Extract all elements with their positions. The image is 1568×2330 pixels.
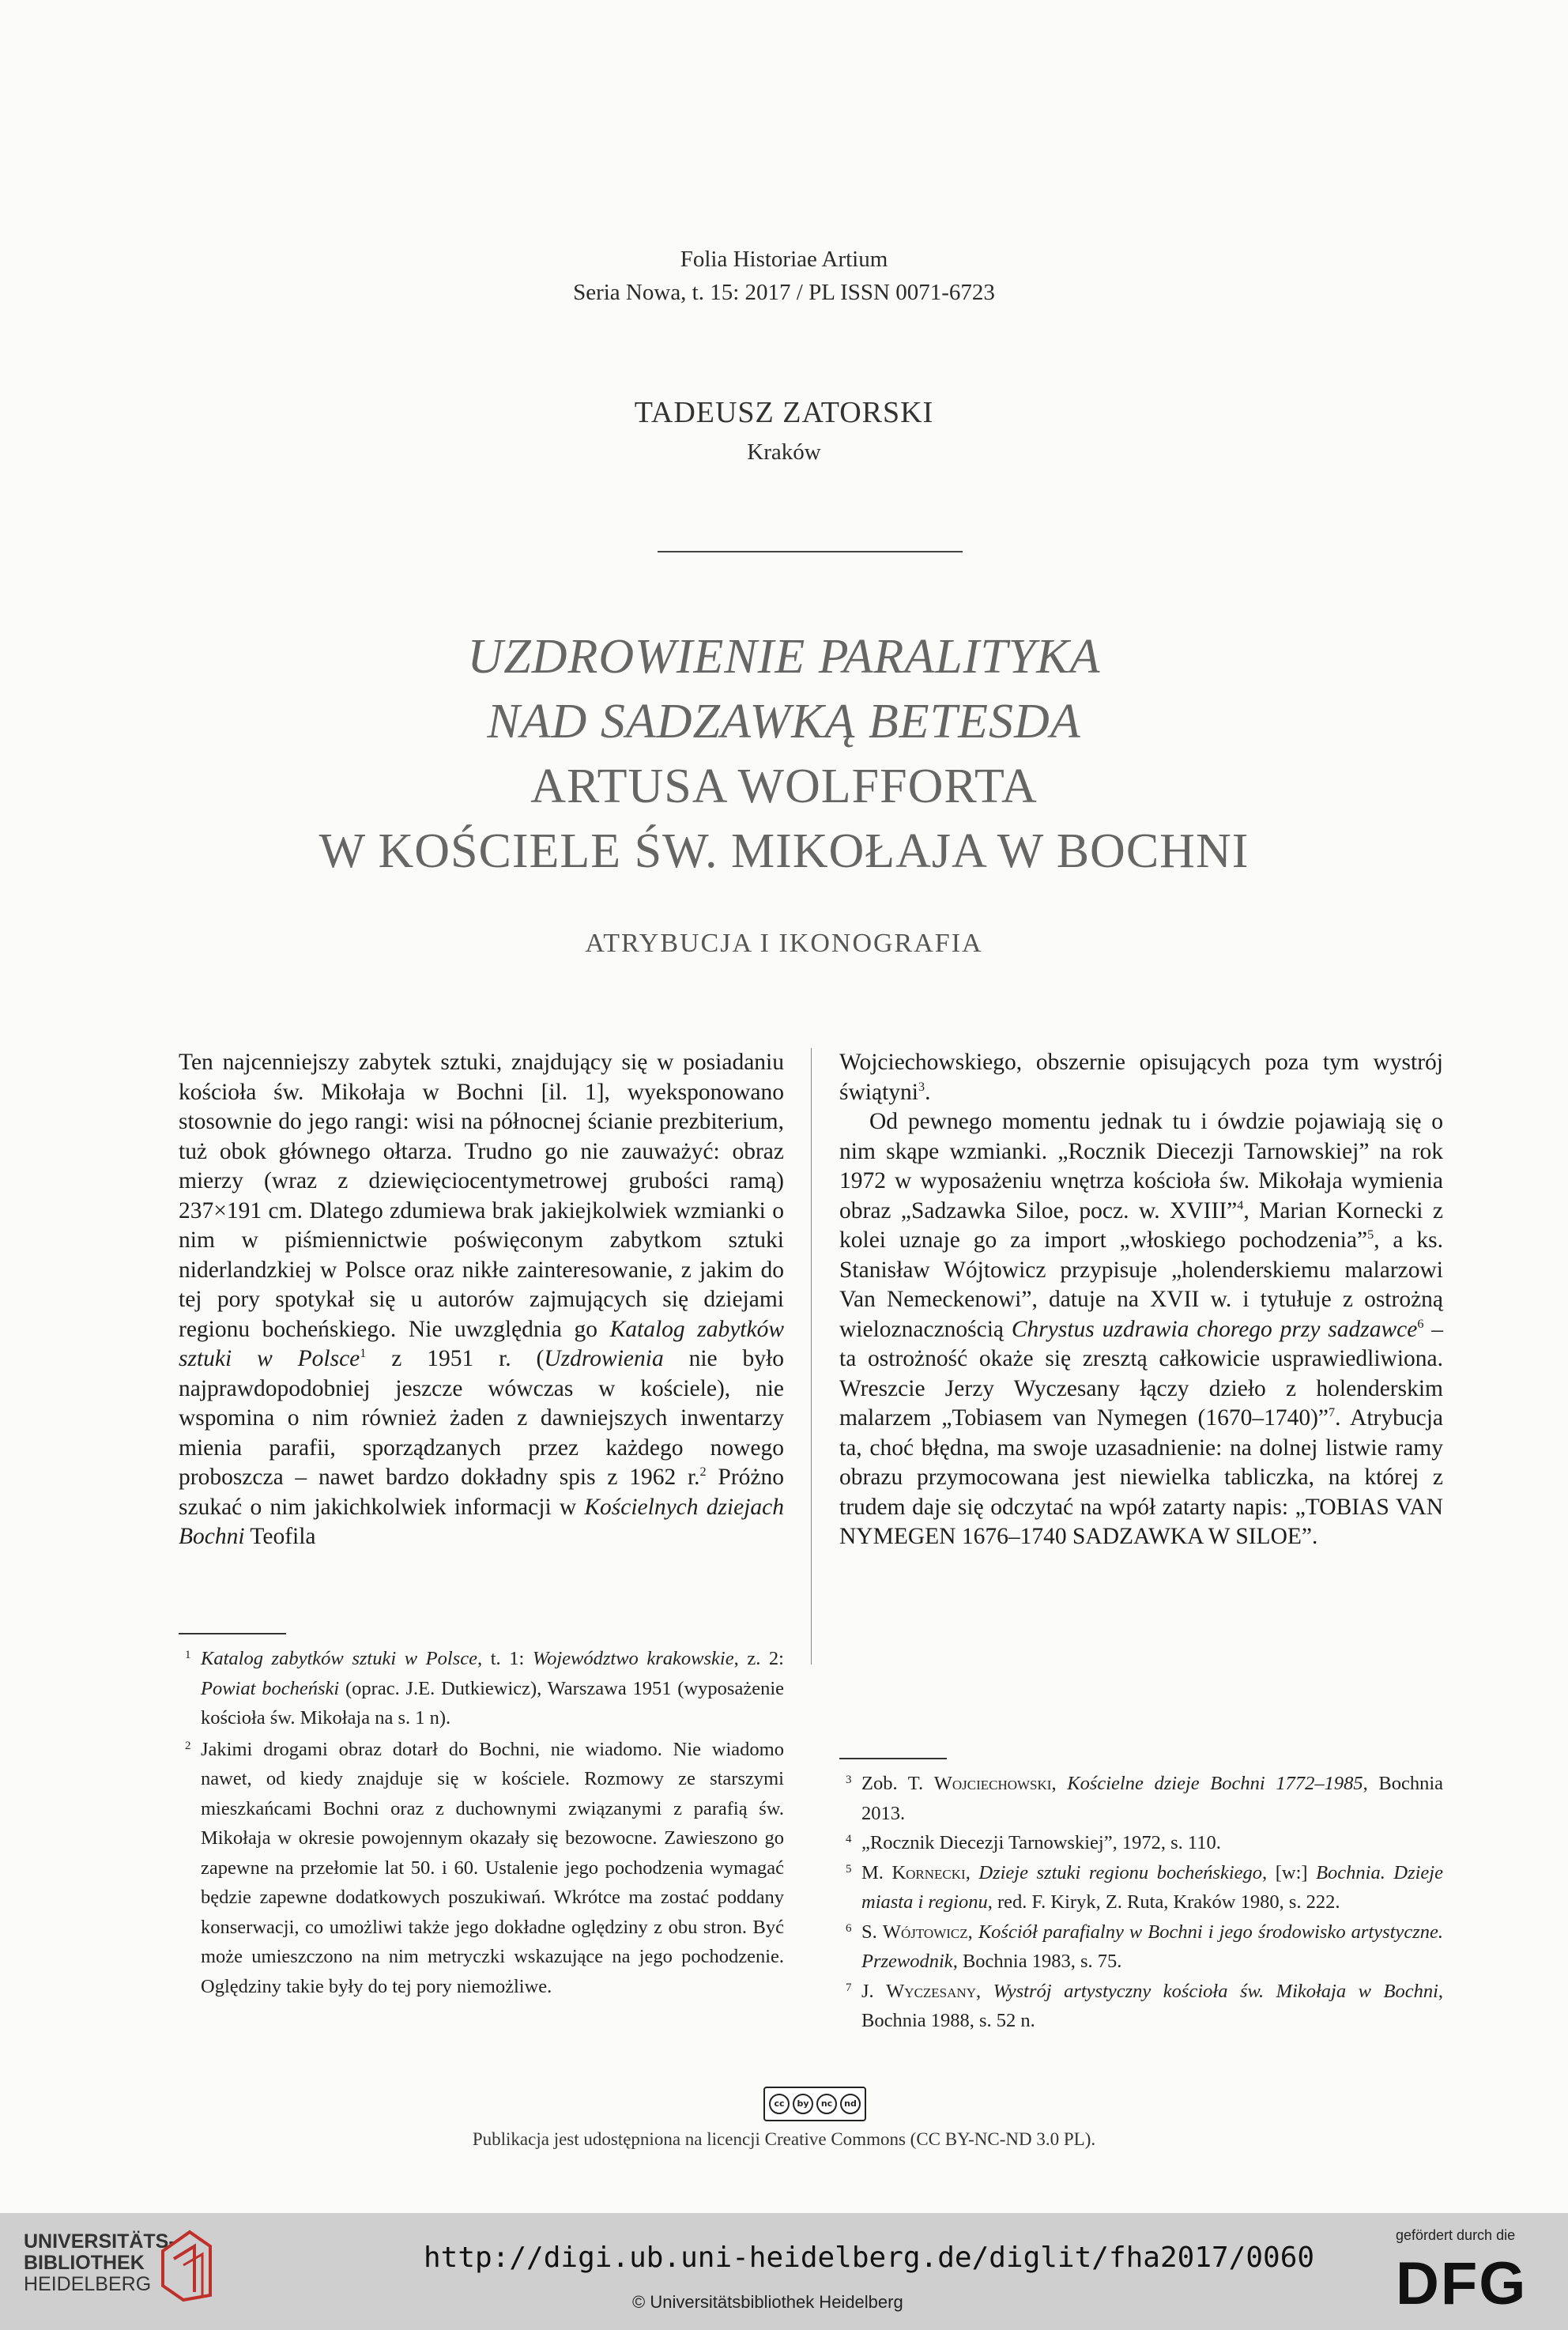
article-subtitle: ATRYBUCJA I IKONOGRAFIA — [585, 929, 983, 958]
cc-icon: cc — [769, 2094, 790, 2114]
journal-header — [0, 245, 1568, 307]
paragraph: Ten najcenniejszy zabytek sztuki, znajdujący się w posiadaniu kościoła św. Mikołaja w Bochni [il. 1], wyeksponowano stosownie do jego rangi: wisi na północnej ścianie prezbiterium, tuż obok głównego ołtarza. Trudno go nie zauważyć: obraz mierzy (wraz z dziewięciocentymetrowej grubości ramą) 237×191 cm. Dlatego zdumiewa brak jakiejkolwiek wzmianki o nim w piśmiennictwie poświęconym zabytkom sztuki niderlandzkiej w Polsce oraz nikłe zainteresowanie, z jakim do tej pory spotykał się u autorów zajmujących się dziejami regionu bocheńskiego. Nie uwzględnia go Katalog zabytków sztuki w Polsce$^1$ z 1951 r. (Uzdrowienia nie było najprawdopodobniej jeszcze wówczas w kościele), nie wspomina o nim również żaden z dawniejszych inwentarzy mienia parafii, sporządzanych przez każdego nowego proboszcza – nawet bardzo dokładny spis z 1962 r.$^2$ Próżno szukać o nim jakichkolwiek informacji w Kościelnych dziejach Bochni Teofila — [179, 1050, 784, 1549]
footnote-rule-right — [839, 1758, 947, 1759]
footnote-7: 7 J. Wyczesany, Wystrój artystyczny kościoła św. Mikołaja w Bochni, Bochnia 1988, s. 52 n. — [846, 1980, 1443, 2031]
footnotes-left — [179, 1644, 784, 2001]
title-line-4: W KOŚCIELE ŚW. MIKOŁAJA W BOCHNI — [318, 824, 1250, 878]
footnote-1: 1 Katalog zabytków sztuki w Polsce, t. 1: Województwo krakowskie, z. 2: Powiat bocheński (oprac. J.E. Dutkiewicz), Warszawa 1951 (wyposażenie kościoła św. Mikołaja na s. 1 n). — [185, 1648, 784, 1729]
footnote-rule-left — [179, 1633, 286, 1634]
footnote-6: 6 S. Wójtowicz, Kościół parafialny w Bochni i jego środowisko artystyczne. Przewodnik, Bochnia 1983, s. 75. — [846, 1921, 1443, 1972]
author-name: TADEUSZ ZATORSKI — [634, 396, 934, 429]
title-line-3: ARTUSA WOLFFORTA — [530, 760, 1038, 813]
by-icon: by — [793, 2094, 813, 2114]
journal-series: Seria Nowa, t. 15: 2017 / PL ISSN 0071-6723 — [573, 280, 995, 306]
permalink-url[interactable]: http://digi.ub.uni-heidelberg.de/diglit/fha2017/0060 — [424, 2241, 1315, 2274]
ub-heidelberg-logo[interactable]: UNIVERSITÄTS- BIBLIOTHEK HEIDELBERG — [24, 2230, 175, 2295]
title-line-1: UZDROWIENIE PARALITYKA — [467, 630, 1101, 684]
journal-title: Folia Historiae Artium — [680, 247, 888, 272]
header-divider — [658, 551, 963, 552]
author-city: Kraków — [747, 439, 821, 465]
title-line-2: NAD SADZAWKĄ BETESDA — [487, 695, 1081, 748]
article-title — [0, 624, 1568, 884]
body-column-right — [839, 1048, 1443, 1552]
footnote-2: 2 Jakimi drogami obraz dotarł do Bochni, nie wiadomo. Nie wiadomo nawet, od kiedy znajduje się w kościele. Rozmowy ze starszymi mieszkańcami Bochni oraz z duchownymi związanymi z parafią św. Mikołaja w okresie powojennym okazały się bezowocne. Zawieszono go zapewne na przełomie lat 50. i 60. Ustalenie jego pochodzenia wymagać będzie zapewne dodatkowych poszukiwań. Wkrótce ma zostać poddany konserwacji, co umożliwi także jego dokładne oględziny z obu stron. Być może umieszczono na nim metryczki wskazujące na jego pochodzenie. Oględziny takie były do tej pory niemożliwe. — [185, 1738, 784, 1997]
footnote-3: 3 Zob. T. Wojciechowski, Kościelne dzieje Bochni 1772–1985, Bochnia 2013. — [846, 1773, 1444, 1824]
dfg-funding-note: gefördert durch die — [1396, 2227, 1516, 2243]
nc-icon: nc — [816, 2094, 837, 2114]
ub-logo-mark-icon — [158, 2227, 215, 2303]
paragraph: Wojciechowskiego, obszernie opisujących poza tym wystrój świątyni$^3$. — [839, 1050, 1443, 1105]
footnotes-right — [839, 1769, 1443, 2036]
nd-icon: nd — [840, 2094, 861, 2114]
dfg-logo[interactable]: DFG — [1396, 2250, 1528, 2317]
cc-license-badge[interactable] — [763, 2087, 866, 2121]
paragraph: Od pewnego momentu jednak tu i ówdzie pojawiają się o nim skąpe wzmianki. „Rocznik Diecezji Tarnowskiej” na rok 1972 w wyposażeniu wnętrza kościoła św. Mikołaja wymienia obraz „Sadzawka Siloe, pocz. w. XVIII”$^4$, Marian Kornecki z kolei uznaje go za import „włoskiego pochodzenia”$^5$, a ks. Stanisław Wójtowicz przypisuje „holenderskiemu malarzowi Van Nemeckenowi”, datuje na XVII w. i tytułuje z ostrożną wieloznacznością Chrystus uzdrawia chorego przy sadzawce$^6$ – ta ostrożność okaże się zresztą całkowicie usprawiedliwiona. Wreszcie Jerzy Wyczesany łączy dzieło z holenderskim malarzem „Tobiasem van Nymegen (1670–1740)”$^7$. Atrybucja ta, choć błędna, ma swoje uzasadnienie: na dolnej listwie ramy obrazu przymocowana jest niewielka tabliczka, na której z trudem daje się odczytać na wpół zatarty napis: „TOBIAS VAN NYMEGEN 1676–1740 SADZAWKA W SILOE”. — [839, 1109, 1444, 1549]
license-text: Publikacja jest udostępniona na licencji Creative Commons (CC BY-NC-ND 3.0 PL). — [472, 2129, 1096, 2149]
column-divider — [811, 1048, 812, 1665]
footnote-5: 5 M. Kornecki, Dzieje sztuki regionu bocheńskiego, [w:] Bochnia. Dzieje miasta i regionu, red. F. Kiryk, Z. Ruta, Kraków 1980, s. 222. — [846, 1861, 1443, 1913]
body-column-left — [179, 1048, 784, 1552]
copyright-text: © Universitätsbibliothek Heidelberg — [632, 2292, 903, 2312]
footnote-4: 4 „Rocznik Diecezji Tarnowskiej”, 1972, s. 110. — [846, 1832, 1221, 1853]
